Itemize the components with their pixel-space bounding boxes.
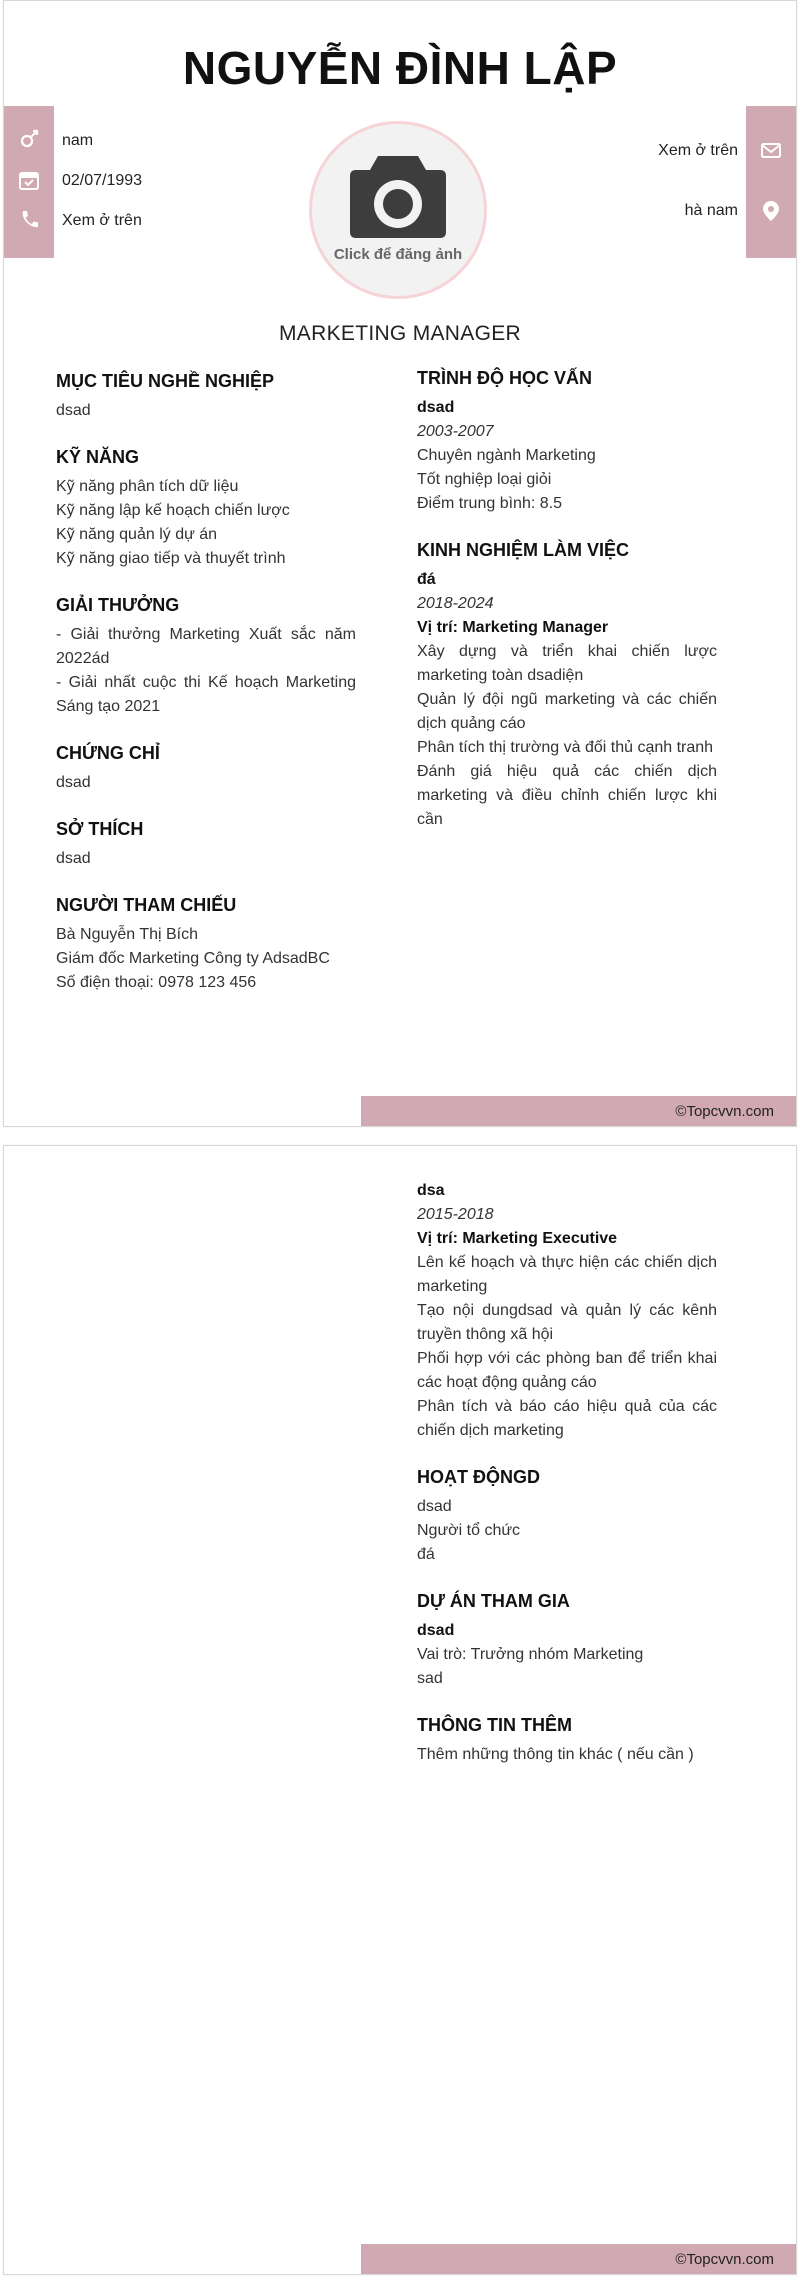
certificates-text[interactable]: dsad <box>56 774 91 791</box>
experience-section <box>417 538 717 832</box>
location-icon <box>759 199 783 223</box>
certificates-title: CHỨNG CHỈ <box>56 743 160 763</box>
job-duty[interactable]: Đánh giá hiệu quả các chiến dịch marketing và điều chỉnh chiến lược khi cần <box>417 763 717 828</box>
birthday-value[interactable]: 02/07/1993 <box>62 172 143 189</box>
reference-item[interactable]: Bà Nguyễn Thị Bích <box>56 926 199 943</box>
activity-item[interactable]: dsad <box>417 1498 452 1515</box>
certificates-section <box>56 741 356 795</box>
education-item[interactable]: Chuyên ngành Marketing <box>417 447 596 464</box>
company-name[interactable]: đá <box>417 571 436 588</box>
phone-icon <box>17 208 41 232</box>
footer-text: ©Topcvvn.com <box>675 1102 774 1120</box>
gender-value[interactable]: nam <box>62 132 94 149</box>
references-title: NGƯỜI THAM CHIẾU <box>56 895 237 915</box>
award-item[interactable]: - Giải nhất cuộc thi Kế hoạch Marketing Sáng tạo 2021 <box>56 674 356 715</box>
left-icon-bar <box>4 106 54 258</box>
reference-item[interactable]: Số điện thoại: 0978 123 456 <box>56 974 257 991</box>
job-duty[interactable]: Phân tích thị trường và đối thủ cạnh tranh <box>417 739 714 756</box>
education-section <box>417 366 717 516</box>
hobbies-title: SỞ THÍCH <box>56 819 144 839</box>
education-title: TRÌNH ĐỘ HỌC VẤN <box>417 368 592 388</box>
hobbies-text[interactable]: dsad <box>56 850 91 867</box>
experience-title: KINH NGHIỆM LÀM VIỆC <box>417 540 630 560</box>
skill-item[interactable]: Kỹ năng lập kế hoạch chiến lược <box>56 502 290 519</box>
objective-section <box>56 369 356 423</box>
objective-title: MỤC TIÊU NGHỀ NGHIỆP <box>56 371 275 391</box>
calendar-icon <box>17 168 41 192</box>
education-item[interactable]: Điểm trung bình: 8.5 <box>417 495 562 512</box>
job-duty[interactable]: Phân tích và báo cáo hiệu quả của các chiến dịch marketing <box>417 1398 717 1439</box>
experience-continued <box>417 1179 717 1443</box>
gender-icon <box>17 128 41 152</box>
job-duty[interactable]: Lên kế hoạch và thực hiện các chiến dịch marketing <box>417 1254 717 1295</box>
job-duty[interactable]: Xây dựng và triển khai chiến lược marketing toàn dsadiện <box>417 643 717 684</box>
phone-value[interactable]: Xem ở trên <box>62 212 142 229</box>
company-name[interactable]: dsa <box>417 1182 445 1199</box>
project-name[interactable]: dsad <box>417 1622 455 1639</box>
footer-brand <box>361 2244 796 2274</box>
cv-page-1 <box>3 0 797 1127</box>
right-column <box>417 366 717 854</box>
job-period[interactable]: 2018-2024 <box>417 595 494 612</box>
education-item[interactable]: Tốt nghiệp loại giỏi <box>417 471 552 488</box>
project-item[interactable]: Vai trò: Trưởng nhóm Marketing <box>417 1646 644 1663</box>
skills-title: KỸ NĂNG <box>56 447 140 467</box>
projects-title: DỰ ÁN THAM GIA <box>417 1591 570 1611</box>
objective-text[interactable]: dsad <box>56 402 91 419</box>
job-role[interactable]: Vị trí: Marketing Executive <box>417 1230 618 1247</box>
activities-section <box>417 1465 717 1567</box>
job-duty[interactable]: Phối hợp với các phòng ban để triển khai các hoạt động quảng cáo <box>417 1350 717 1391</box>
avatar-upload-caption: Click để đăng ảnh <box>333 246 463 263</box>
skill-item[interactable]: Kỹ năng phân tích dữ liệu <box>56 478 239 495</box>
award-item[interactable]: - Giải thưởng Marketing Xuất sắc năm 2022ád <box>56 626 356 667</box>
awards-section <box>56 593 356 719</box>
cv-page-2 <box>3 1145 797 2275</box>
avatar-upload[interactable] <box>309 121 487 299</box>
project-item[interactable]: sad <box>417 1670 443 1687</box>
left-column <box>56 369 356 1017</box>
job-duty[interactable]: Quản lý đội ngũ marketing và các chiến dịch quảng cáo <box>417 691 717 732</box>
skill-item[interactable]: Kỹ năng quản lý dự án <box>56 526 218 543</box>
address-value[interactable]: hà nam <box>684 202 738 219</box>
school-name[interactable]: dsad <box>417 399 455 416</box>
activities-title: HOẠT ĐỘNGD <box>417 1467 540 1487</box>
job-duty[interactable]: Tạo nội dungdsad và quản lý các kênh truyền thông xã hội <box>417 1302 717 1343</box>
activity-item[interactable]: Người tổ chức <box>417 1522 521 1539</box>
extra-info-section <box>417 1713 717 1767</box>
projects-section <box>417 1589 717 1691</box>
job-period[interactable]: 2015-2018 <box>417 1206 494 1223</box>
email-value[interactable]: Xem ở trên <box>658 142 738 159</box>
right-icon-bar <box>746 106 796 258</box>
education-period[interactable]: 2003-2007 <box>417 423 494 440</box>
reference-item[interactable]: Giám đốc Marketing Công ty AdsadBC <box>56 950 330 967</box>
position-title[interactable]: MARKETING MANAGER <box>279 322 521 345</box>
extra-info-text[interactable]: Thêm những thông tin khác ( nếu cần ) <box>417 1746 694 1763</box>
extra-info-title: THÔNG TIN THÊM <box>417 1715 572 1735</box>
footer-text: ©Topcvvn.com <box>675 2250 774 2268</box>
awards-title: GIẢI THƯỞNG <box>56 595 180 615</box>
job-role[interactable]: Vị trí: Marketing Manager <box>417 619 609 636</box>
email-icon <box>759 138 783 162</box>
camera-icon <box>348 150 448 240</box>
activity-item[interactable]: đá <box>417 1546 435 1563</box>
hobbies-section <box>56 817 356 871</box>
skills-section <box>56 445 356 571</box>
candidate-name[interactable]: NGUYỄN ĐÌNH LẬP <box>182 42 618 94</box>
right-column-continued <box>417 1179 717 1789</box>
references-section <box>56 893 356 995</box>
skill-item[interactable]: Kỹ năng giao tiếp và thuyết trình <box>56 550 286 567</box>
footer-brand <box>361 1096 796 1126</box>
